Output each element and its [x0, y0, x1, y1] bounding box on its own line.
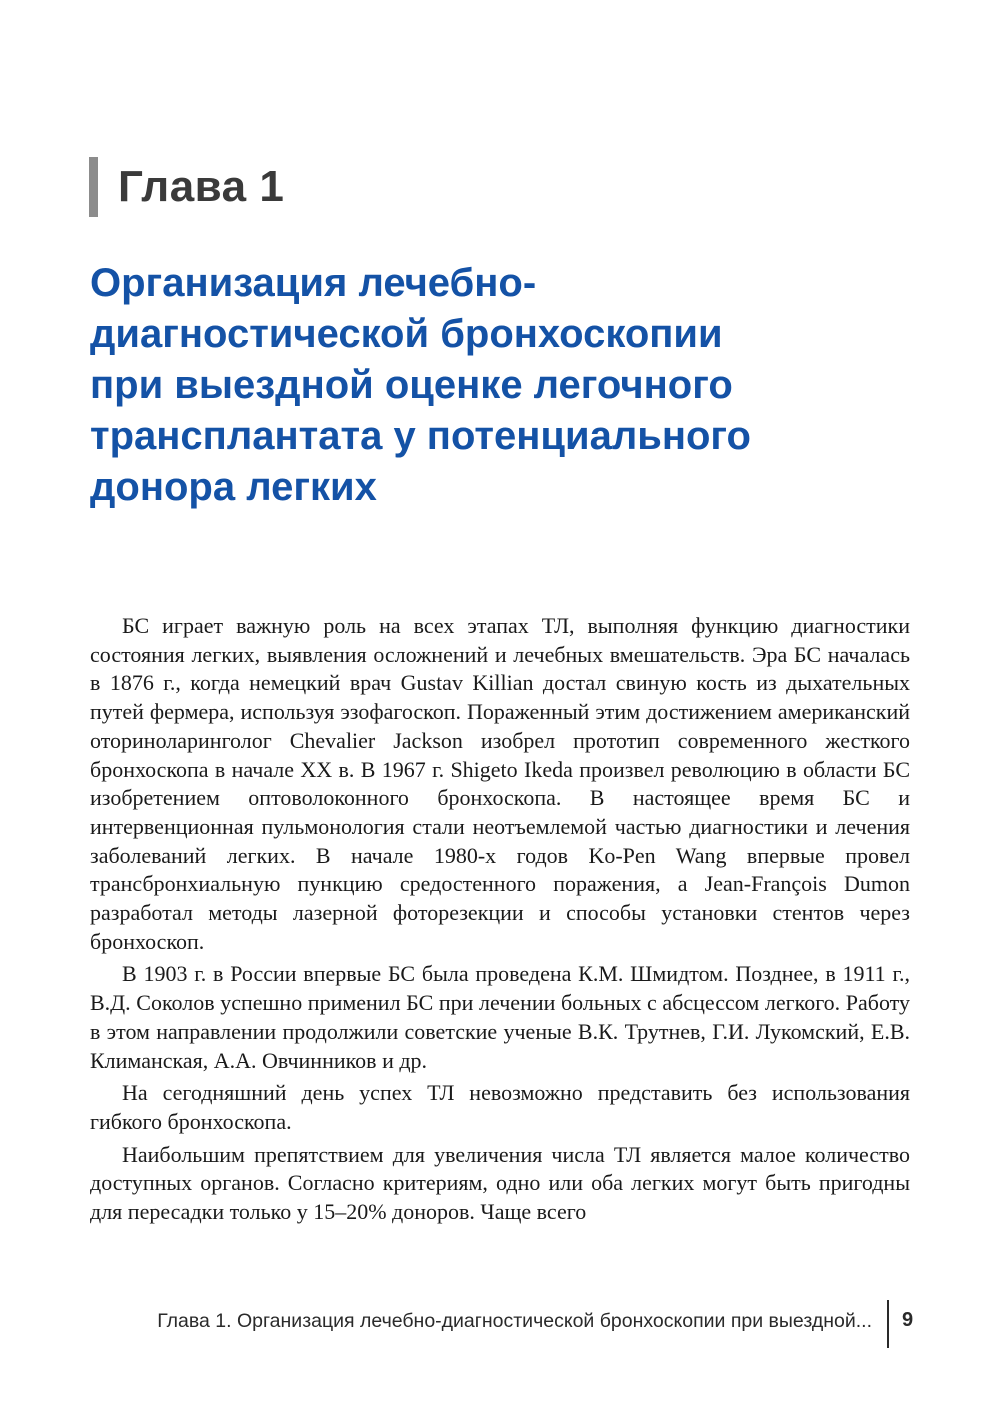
- body-paragraph: В 1903 г. в России впервые БС была проведена К.М. Шмидтом. Позднее, в 1911 г., В.Д. Соколов успешно применил БС при лечении больных с абсцессом легкого. Работу в этом направлении продолжили советские ученые В.К. Трутнев, Г.И. Лукомский, Е.В. Климанская, А.А. Овчинников и др.: [90, 961, 910, 1073]
- chapter-label: Глава 1: [118, 162, 285, 211]
- body-paragraph: На сегодняшний день успех ТЛ невозможно представить без использования гибкого бронхоскопа.: [90, 1080, 910, 1134]
- body-paragraph: Наибольшим препятствием для увеличения числа ТЛ является малое количество доступных органов. Согласно критериям, одно или оба легких могут быть пригодны для пересадки только у 15–20% доноров. Чаще всего: [90, 1141, 910, 1225]
- page-footer: [0, 1300, 1000, 1350]
- chapter-accent-bar: [89, 157, 98, 217]
- chapter-title: [90, 258, 890, 513]
- footer-divider: [887, 1300, 889, 1348]
- chapter-title-line: трансплантата у потенциального: [90, 414, 751, 458]
- body-text: [90, 612, 910, 1231]
- page-number: 9: [902, 1309, 914, 1331]
- body-paragraph: БС играет важную роль на всех этапах ТЛ, выполняя функцию диагностики состояния легких, выявления осложнений и лечебных вмешательств. Эра БС началась в 1876 г., когда немецкий врач Gustav Killian достал свиную кость из дыхательных путей фермера, используя эзофагоскоп. Пораженный этим достижением американский оториноларинголог Chevalier Jackson изобрел прототип современного жесткого бронхоскопа в начале XX в. В 1967 г. Shigeto Ikeda произвел революцию в области БС изобретением оптоволоконного бронхоскопа. В настоящее время БС и интервенционная пульмонология стали неотъемлемой частью диагностики и лечения заболеваний легких. В начале 1980-х годов Ko-Pen Wang впервые провел трансбронхиальную пункцию средостенного поражения, а Jean-François Dumon разработал методы лазерной фоторезекции и способы установки стентов через бронхоскоп.: [90, 613, 910, 954]
- running-head: Глава 1. Организация лечебно-диагностической бронхоскопии при выездной...: [157, 1310, 872, 1332]
- chapter-heading: [89, 157, 284, 217]
- chapter-title-line: диагностической бронхоскопии: [90, 312, 723, 356]
- chapter-title-line: Организация лечебно-: [90, 261, 537, 305]
- chapter-title-line: донора легких: [90, 465, 377, 509]
- chapter-title-line: при выездной оценке легочного: [90, 363, 733, 407]
